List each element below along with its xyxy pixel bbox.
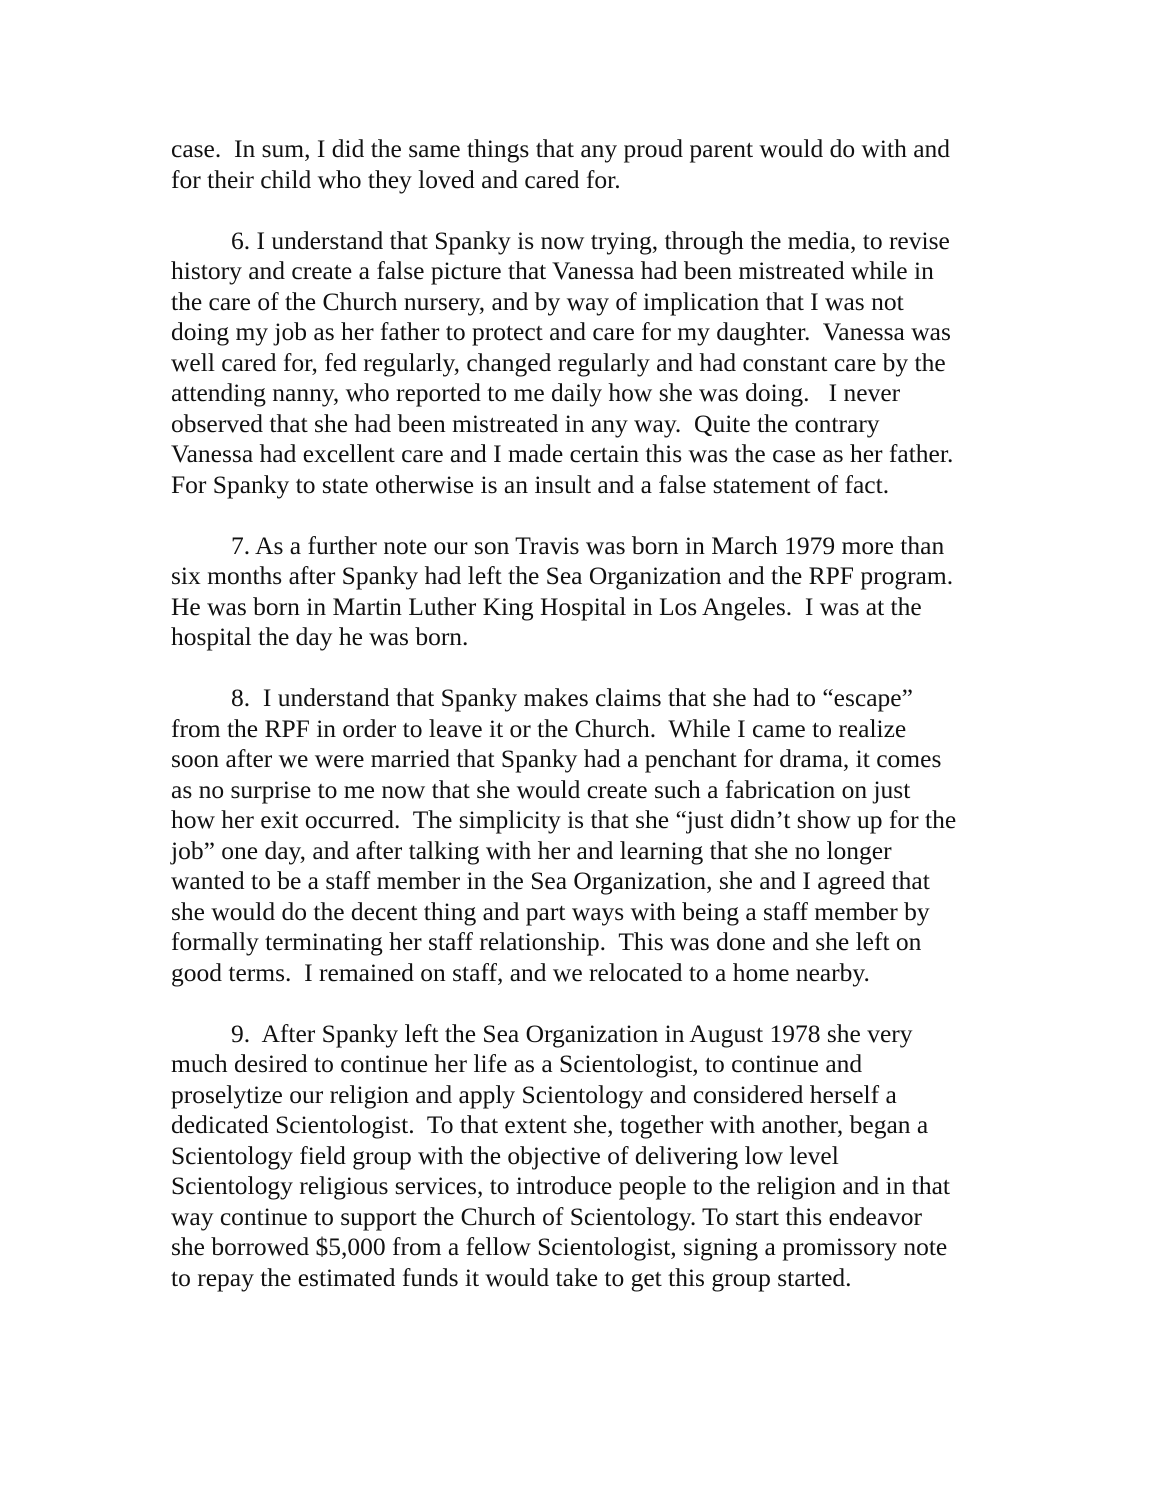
text-line: dedicated Scientologist. To that extent she, together with another, began a: [171, 1110, 929, 1139]
text-line: Vanessa had excellent care and I made certain this was the case as her father.: [171, 439, 954, 468]
text-line: 6. I understand that Spanky is now trying, through the media, to revise: [231, 225, 950, 255]
text-line: how her exit occurred. The simplicity is that she “just didn’t show up for the: [171, 805, 957, 834]
text-line: way continue to support the Church of Scientology. To start this endeavor: [171, 1201, 923, 1231]
text-line: the care of the Church nursery, and by way of implication that I was not: [171, 286, 904, 316]
text-line: she borrowed $5,000 from a fellow Scientologist, signing a promissory note: [171, 1232, 948, 1261]
text-line: proselytize our religion and apply Scientology and considered herself a: [171, 1079, 897, 1109]
text-line: soon after we were married that Spanky had a penchant for drama, it comes: [171, 744, 942, 773]
text-line: case. In sum, I did the same things that any proud parent would do with and: [171, 134, 951, 163]
text-line: well cared for, fed regularly, changed regularly and had constant care by the: [171, 347, 946, 377]
text-line: job” one day, and after talking with her and learning that she no longer: [171, 835, 892, 865]
text-line: hospital the day he was born.: [171, 622, 469, 651]
text-line: 9. After Spanky left the Sea Organization in August 1978 she very: [231, 1018, 913, 1048]
text-line: Scientology religious services, to introduce people to the religion and in that: [171, 1171, 950, 1200]
text-line: for their child who they loved and cared for.: [171, 164, 621, 194]
text-line: He was born in Martin Luther King Hospital in Los Angeles. I was at the: [171, 591, 922, 621]
text-line: 7. As a further note our son Travis was born in March 1979 more than: [231, 530, 945, 560]
text-line: wanted to be a staff member in the Sea Organization, she and I agreed that: [171, 866, 930, 895]
paragraph-9: [171, 1019, 1001, 1294]
text-line: For Spanky to state otherwise is an insult and a false statement of fact.: [171, 469, 890, 499]
text-line: 8. I understand that Spanky makes claims that she had to “escape”: [231, 683, 913, 712]
paragraph-6: [171, 226, 1001, 501]
text-line: as no surprise to me now that she would create such a fabrication on just: [171, 774, 911, 804]
text-line: observed that she had been mistreated in any way. Quite the contrary: [171, 408, 880, 438]
text-line: from the RPF in order to leave it or the Church. While I came to realize: [171, 713, 907, 743]
text-line: doing my job as her father to protect and care for my daughter. Vanessa was: [171, 317, 951, 346]
text-line: much desired to continue her life as a Scientologist, to continue and: [171, 1049, 863, 1078]
text-line: history and create a false picture that Vanessa had been mistreated while in: [171, 256, 934, 285]
text-line: to repay the estimated funds it would take to get this group started.: [171, 1262, 852, 1292]
paragraph-7: [171, 531, 1001, 653]
paragraph-8: [171, 683, 1001, 988]
text-line: attending nanny, who reported to me daily how she was doing. I never: [171, 378, 901, 407]
text-line: formally terminating her staff relationship. This was done and she left on: [171, 927, 922, 956]
text-line: she would do the decent thing and part ways with being a staff member by: [171, 896, 930, 926]
paragraph-continued: [171, 134, 1001, 195]
document-body: [171, 134, 1001, 1293]
text-line: good terms. I remained on staff, and we relocated to a home nearby.: [171, 957, 870, 987]
text-line: six months after Spanky had left the Sea Organization and the RPF program.: [171, 561, 954, 590]
text-line: Scientology field group with the objective of delivering low level: [171, 1140, 839, 1170]
